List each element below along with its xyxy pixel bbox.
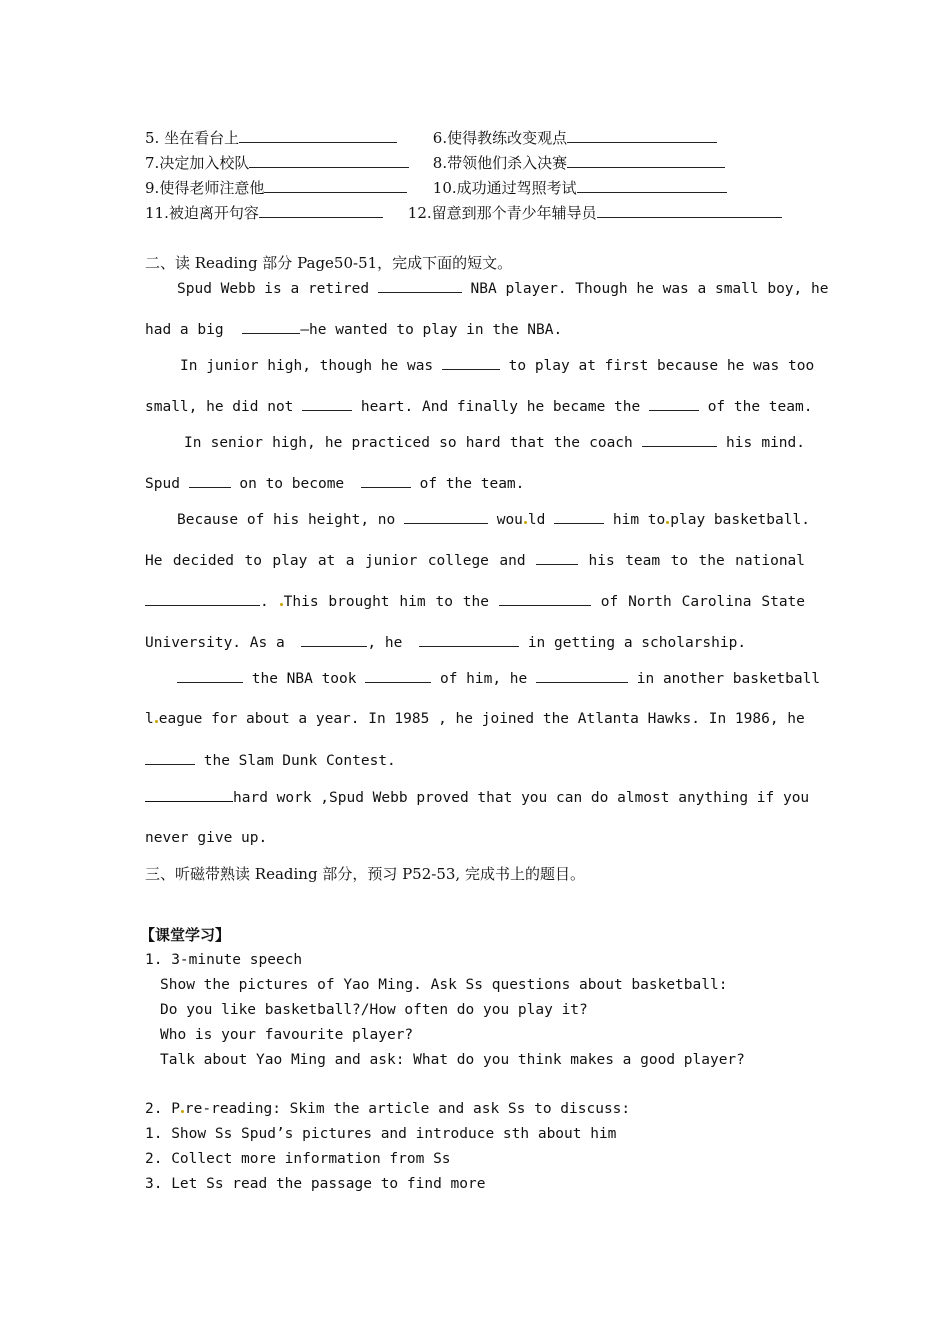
answer-blank[interactable] — [301, 632, 367, 647]
answer-blank[interactable] — [249, 153, 409, 168]
classroom-heading: 【课堂学习】 — [140, 926, 231, 944]
answer-blank[interactable] — [239, 128, 397, 143]
stray-mark — [524, 521, 527, 524]
phrase-number: 5. — [145, 129, 160, 147]
phrase-row — [145, 203, 815, 223]
classroom-item-title: 1. 3-minute speech — [145, 952, 303, 968]
answer-blank[interactable] — [177, 668, 243, 683]
phrase-text: 使得教练改变观点 — [447, 129, 568, 147]
answer-blank[interactable] — [567, 128, 717, 143]
phrase-row — [145, 128, 815, 148]
passage-line: the Slam Dunk Contest. — [145, 750, 815, 771]
answer-blank[interactable] — [499, 591, 591, 606]
stray-mark — [280, 603, 283, 606]
answer-blank[interactable] — [145, 787, 233, 802]
answer-blank[interactable] — [442, 355, 500, 370]
answer-blank[interactable] — [649, 396, 699, 411]
answer-blank[interactable] — [361, 473, 411, 488]
answer-blank[interactable] — [302, 396, 352, 411]
answer-blank[interactable] — [365, 668, 431, 683]
phrase-text: 决定加入校队 — [159, 154, 250, 172]
answer-blank[interactable] — [597, 203, 782, 218]
phrase-text: 使得老师注意他 — [159, 179, 265, 197]
passage-line: l eague for about a year. In 1985 , he joined the Atlanta Hawks. In 1986, he — [145, 711, 805, 727]
passage-line: He decided to play at a junior college and his team to the national — [145, 550, 805, 571]
passage-line: In junior high, though he was to play at first because he was too — [180, 355, 805, 376]
answer-blank[interactable] — [378, 278, 462, 293]
phrase-number: 12. — [407, 204, 432, 222]
phrase-text: 带领他们杀入决赛 — [447, 154, 568, 172]
answer-blank[interactable] — [259, 203, 383, 218]
classroom-line: 1. Show Ss Spud’s pictures and introduce sth about him — [145, 1126, 617, 1142]
passage-line: small, he did not heart. And finally he became the of the team. — [145, 396, 805, 417]
classroom-line: Do you like basketball?/How often do you play it? — [160, 1002, 588, 1018]
passage-line: had a big —he wanted to play in the NBA. — [145, 319, 815, 340]
answer-blank[interactable] — [536, 550, 578, 565]
classroom-line: Who is your favourite player? — [160, 1027, 414, 1043]
answer-blank[interactable] — [419, 632, 519, 647]
answer-blank[interactable] — [554, 509, 604, 524]
phrase-text: 坐在看台上 — [164, 129, 240, 147]
passage-line: the NBA took of him, he in another basketball — [177, 668, 805, 689]
passage-line: In senior high, he practiced so hard that the coach his mind. — [184, 432, 805, 453]
phrase-text: 被迫离开句容 — [168, 204, 259, 222]
phrase-number: 6. — [432, 129, 448, 147]
classroom-line: Show the pictures of Yao Ming. Ask Ss questions about basketball: — [160, 977, 728, 993]
classroom-line: 2. Collect more information from Ss — [145, 1151, 451, 1167]
answer-blank[interactable] — [577, 178, 727, 193]
passage-line: . This brought him to the of North Carolina State — [145, 591, 805, 612]
answer-blank[interactable] — [189, 473, 231, 488]
passage-line: never give up. — [145, 830, 268, 846]
passage-line: Spud on to become of the team. — [145, 473, 815, 494]
section-heading: 三、听磁带熟读 Reading 部分，预习 P52-53, 完成书上的题目。 — [145, 865, 585, 883]
classroom-line: Talk about Yao Ming and ask: What do you think makes a good player? — [160, 1052, 745, 1068]
phrase-number: 10. — [432, 179, 457, 197]
passage-line: Because of his height, no wou ld him to play basketball. — [177, 509, 805, 530]
answer-blank[interactable] — [264, 178, 407, 193]
answer-blank[interactable] — [536, 668, 628, 683]
answer-blank[interactable] — [145, 591, 260, 606]
phrase-number: 9. — [145, 179, 160, 197]
phrase-text: 成功通过驾照考试 — [456, 179, 577, 197]
answer-blank[interactable] — [404, 509, 488, 524]
stray-mark — [155, 720, 158, 723]
answer-blank[interactable] — [145, 750, 195, 765]
classroom-line: 3. Let Ss read the passage to find more — [145, 1176, 486, 1192]
stray-mark — [181, 1110, 184, 1113]
phrase-row — [145, 178, 815, 198]
answer-blank[interactable] — [642, 432, 717, 447]
phrase-text: 留意到那个青少年辅导员 — [431, 204, 597, 222]
section-heading: 二、读 Reading 部分 Page50-51，完成下面的短文。 — [145, 254, 513, 272]
phrase-number: 11. — [145, 204, 169, 222]
answer-blank[interactable] — [242, 319, 300, 334]
phrase-row — [145, 153, 815, 173]
classroom-item-title: 2. P re-reading: Skim the article and ask Ss to discuss: — [145, 1101, 631, 1117]
passage-line: hard work ,Spud Webb proved that you can do almost anything if you — [145, 787, 805, 808]
phrase-number: 7. — [145, 154, 160, 172]
stray-mark — [666, 521, 669, 524]
phrase-number: 8. — [432, 154, 448, 172]
passage-line: University. As a , he in getting a scholarship. — [145, 632, 815, 653]
answer-blank[interactable] — [567, 153, 725, 168]
passage-line: Spud Webb is a retired NBA player. Though he was a small boy, he — [177, 278, 805, 299]
